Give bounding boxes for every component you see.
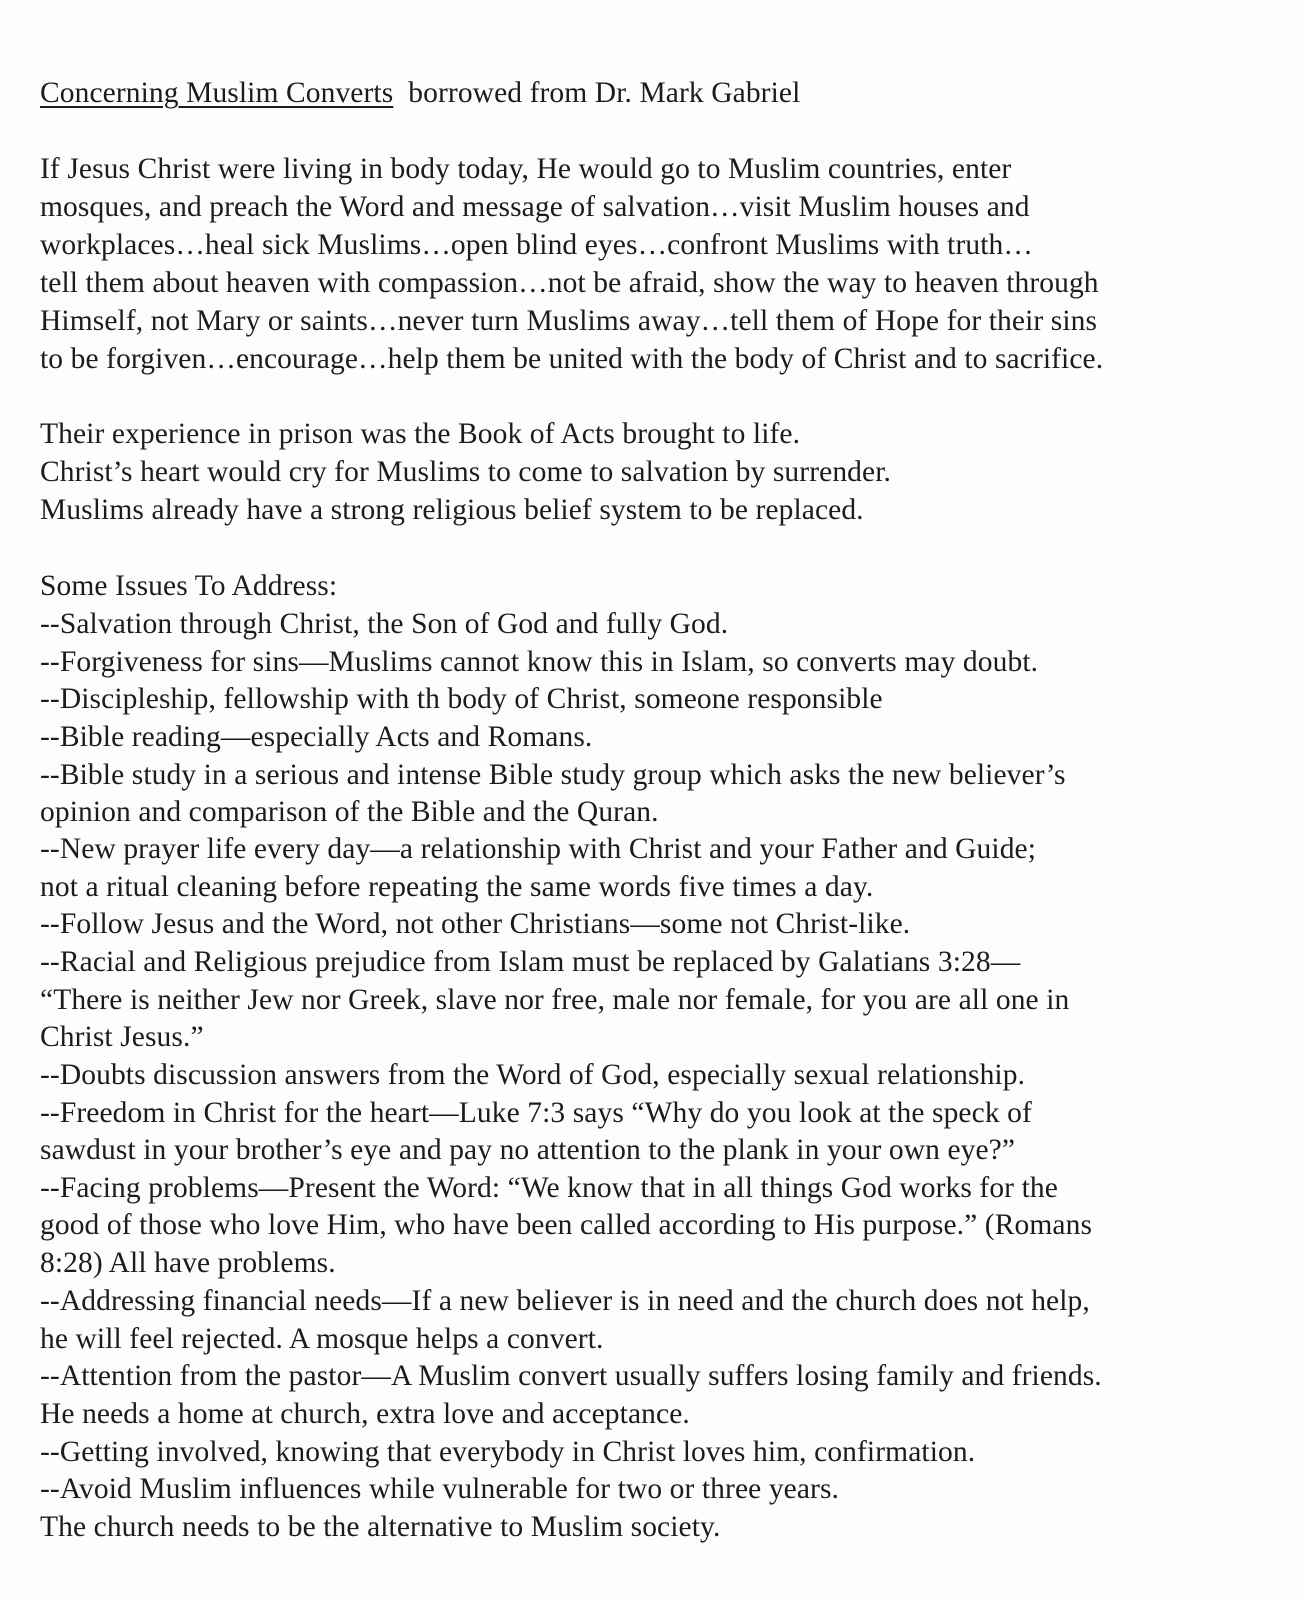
issue-line: --Bible reading—especially Acts and Romans. [40, 721, 593, 753]
issue-line: --Avoid Muslim influences while vulnerable for two or three years. [40, 1473, 840, 1505]
issue-line: “There is neither Jew nor Greek, slave nor free, male nor female, for you are all one in [40, 984, 1070, 1016]
issue-line: --Doubts discussion answers from the Word of God, especially sexual relationship. [40, 1059, 1026, 1091]
document-attribution: borrowed from Dr. Mark Gabriel [408, 77, 801, 109]
issue-line: --Discipleship, fellowship with th body of Christ, someone responsible [40, 683, 883, 715]
issue-line: --Forgiveness for sins—Muslims cannot know this in Islam, so converts may doubt. [40, 646, 1039, 678]
issue-line: --Freedom in Christ for the heart—Luke 7:3 says “Why do you look at the speck of [40, 1097, 1032, 1129]
issue-line: --Facing problems—Present the Word: “We know that in all things God works for the [40, 1172, 1058, 1204]
issues-heading: Some Issues To Address: [40, 570, 338, 602]
issue-line: --Salvation through Christ, the Son of God and fully God. [40, 608, 729, 640]
issue-line: --Racial and Religious prejudice from Islam must be replaced by Galatians 3:28— [40, 946, 1021, 978]
issue-line: --Addressing financial needs—If a new believer is in need and the church does not help, [40, 1285, 1090, 1317]
issue-line: good of those who love Him, who have been called according to His purpose.” (Romans [40, 1209, 1093, 1241]
issue-line: He needs a home at church, extra love and acceptance. [40, 1398, 690, 1430]
paragraph-line: mosques, and preach the Word and message of salvation…visit Muslim houses and [40, 191, 1030, 223]
paragraph-line: to be forgiven…encourage…help them be united with the body of Christ and to sacrifice. [40, 343, 1104, 375]
issue-line: opinion and comparison of the Bible and the Quran. [40, 796, 659, 828]
issue-line: --Getting involved, knowing that everybody in Christ loves him, confirmation. [40, 1436, 976, 1468]
issue-line: Christ Jesus.” [40, 1021, 204, 1053]
issue-line: he will feel rejected. A mosque helps a convert. [40, 1323, 604, 1355]
paragraph-line: Himself, not Mary or saints…never turn Muslims away…tell them of Hope for their sins [40, 305, 1098, 337]
document-title: Concerning Muslim Converts [40, 77, 394, 109]
paragraph-line: Christ’s heart would cry for Muslims to come to salvation by surrender. [40, 456, 891, 488]
document-heading [40, 74, 800, 112]
paragraph-line: tell them about heaven with compassion…not be afraid, show the way to heaven through [40, 267, 1099, 299]
issue-line: --Follow Jesus and the Word, not other Christians—some not Christ-like. [40, 908, 911, 940]
issue-line: --Bible study in a serious and intense Bible study group which asks the new believer’s [40, 759, 1066, 791]
paragraph-line: workplaces…heal sick Muslims…open blind eyes…confront Muslims with truth… [40, 229, 1033, 261]
issue-line: --Attention from the pastor—A Muslim convert usually suffers losing family and friends. [40, 1360, 1102, 1392]
paragraph-line: Their experience in prison was the Book of Acts brought to life. [40, 418, 801, 450]
paragraph-line: If Jesus Christ were living in body today, He would go to Muslim countries, enter [40, 153, 1012, 185]
issue-line: 8:28) All have problems. [40, 1247, 336, 1279]
issue-line: --New prayer life every day—a relationship with Christ and your Father and Guide; [40, 833, 1037, 865]
paragraph-line: Muslims already have a strong religious belief system to be replaced. [40, 494, 864, 526]
issue-line: not a ritual cleaning before repeating the same words five times a day. [40, 871, 874, 903]
issue-line: The church needs to be the alternative to Muslim society. [40, 1511, 721, 1543]
issue-line: sawdust in your brother’s eye and pay no attention to the plank in your own eye?” [40, 1134, 1016, 1166]
